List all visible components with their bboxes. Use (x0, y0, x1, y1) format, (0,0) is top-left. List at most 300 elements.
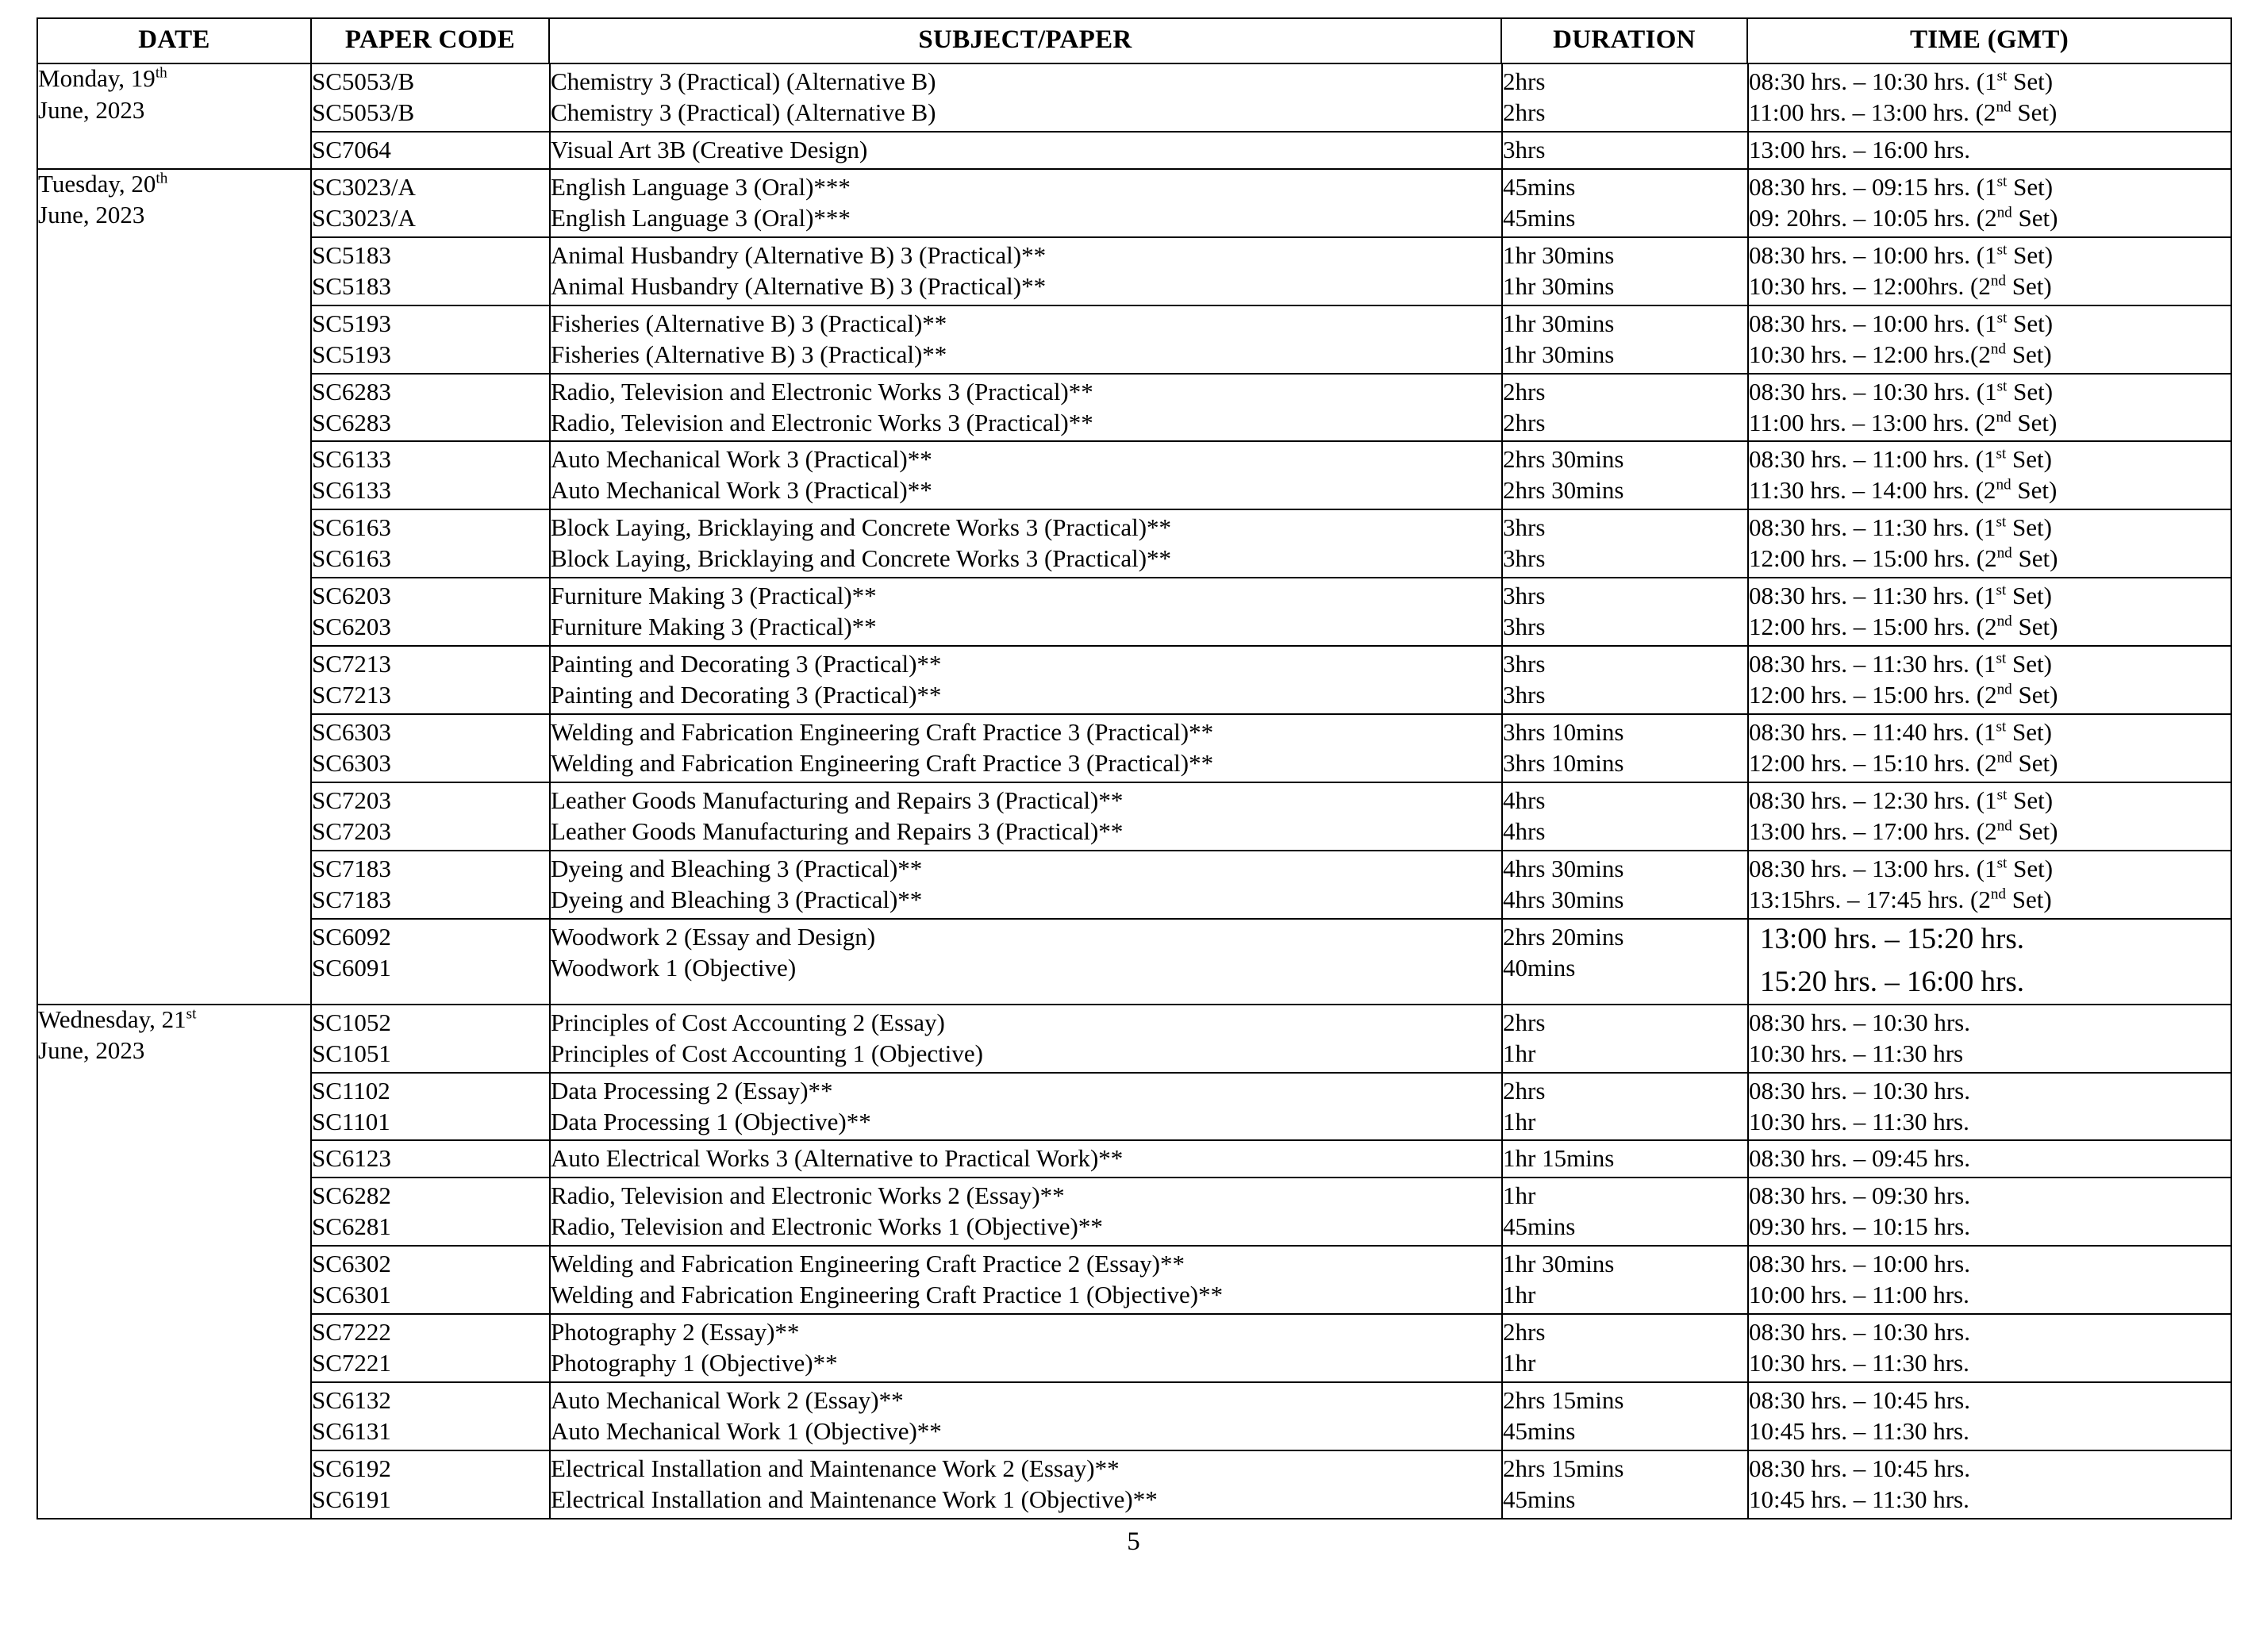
exam-time: 08:30 hrs. – 10:00 hrs. (1749, 1250, 1970, 1278)
paper-code: SC3023/A (312, 172, 416, 201)
exam-time: 10:45 hrs. – 11:30 hrs. (1749, 1485, 1969, 1513)
paper-code: SC7222 (312, 1318, 391, 1347)
duration-cell (1502, 1246, 1748, 1314)
subject-paper: English Language 3 (Oral)*** (551, 172, 851, 201)
exam-time: 12:00 hrs. – 15:00 hrs. (2nd Set) (1749, 544, 2058, 573)
table-row (312, 1140, 2232, 1178)
exam-date-line2: June, 2023 (38, 1036, 145, 1065)
exam-date-line2: June, 2023 (38, 201, 145, 229)
subject-cell (550, 132, 1502, 168)
duration: 1hr 30mins (1503, 240, 1615, 269)
time-cell (1748, 374, 2232, 442)
paper-code-cell (312, 646, 550, 714)
paper-code-cell (312, 1450, 550, 1518)
duration-cell (1502, 237, 1748, 305)
duration: 2hrs (1503, 1008, 1546, 1036)
column-header-time: TIME (GMT) (1747, 18, 2231, 63)
subject-paper: Welding and Fabrication Engineering Craft Practice 1 (Objective)** (551, 1281, 1224, 1309)
day-block-row (37, 1005, 2231, 1519)
exam-time: 10:45 hrs. – 11:30 hrs. (1749, 1417, 1969, 1446)
duration: 45mins (1503, 1485, 1576, 1513)
duration: 2hrs 20mins (1503, 922, 1624, 951)
day-groups-table (312, 170, 2232, 1004)
subject-cell (550, 1450, 1502, 1518)
duration: 2hrs 15mins (1503, 1386, 1624, 1415)
exam-time: 09:30 hrs. – 10:15 hrs. (1749, 1212, 1970, 1241)
subject-paper: English Language 3 (Oral)*** (551, 203, 851, 232)
subject-paper: Leather Goods Manufacturing and Repairs 3 (Practical)** (551, 816, 1124, 845)
duration: 4hrs 30mins (1503, 885, 1624, 913)
paper-code-cell (312, 1382, 550, 1450)
exam-date-line1: Monday, 19th (38, 64, 167, 92)
subject-paper: Chemistry 3 (Practical) (Alternative B) (551, 98, 936, 126)
time-cell (1748, 1314, 2232, 1382)
time-cell (1748, 782, 2232, 851)
duration-cell (1502, 441, 1748, 509)
duration: 4hrs 30mins (1503, 854, 1624, 882)
exam-time: 10:30 hrs. – 11:30 hrs (1749, 1039, 1964, 1067)
subject-cell (550, 851, 1502, 919)
duration: 1hr (1503, 1107, 1536, 1135)
subject-paper: Principles of Cost Accounting 2 (Essay) (551, 1008, 945, 1036)
subject-paper: Radio, Television and Electronic Works 3 (Practical)** (551, 377, 1093, 405)
paper-code: SC6282 (312, 1181, 391, 1210)
paper-code: SC1052 (312, 1008, 391, 1036)
subject-cell (550, 374, 1502, 442)
table-row (312, 1450, 2232, 1518)
duration: 1hr (1503, 1181, 1536, 1210)
subject-paper: Woodwork 2 (Essay and Design) (551, 922, 876, 951)
subject-paper: Furniture Making 3 (Practical)** (551, 582, 877, 610)
subject-cell (550, 64, 1502, 132)
paper-code: SC6133 (312, 445, 391, 474)
subject-cell (550, 1178, 1502, 1246)
duration: 2hrs (1503, 1318, 1546, 1347)
day-block-row (37, 63, 2231, 169)
exam-time: 10:30 hrs. – 11:30 hrs. (1749, 1107, 1969, 1135)
duration: 1hr (1503, 1039, 1536, 1067)
exam-time: 08:30 hrs. – 10:00 hrs. (1st Set) (1749, 309, 2054, 337)
duration: 3hrs 10mins (1503, 718, 1624, 747)
exam-date-cell (37, 169, 311, 1005)
exam-time: 10:30 hrs. – 11:30 hrs. (1749, 1349, 1969, 1377)
subject-paper: Photography 2 (Essay)** (551, 1318, 800, 1347)
duration: 1hr 30mins (1503, 271, 1615, 300)
duration: 1hr 30mins (1503, 1250, 1615, 1278)
subject-paper: Radio, Television and Electronic Works 2 (Essay)** (551, 1181, 1065, 1210)
subject-paper: Auto Mechanical Work 3 (Practical)** (551, 445, 932, 474)
paper-code: SC6191 (312, 1485, 391, 1513)
subject-paper: Fisheries (Alternative B) 3 (Practical)** (551, 340, 947, 368)
paper-code: SC6281 (312, 1212, 391, 1241)
subject-paper: Block Laying, Bricklaying and Concrete Works 3 (Practical)** (551, 513, 1172, 542)
duration: 3hrs (1503, 582, 1546, 610)
subject-cell (550, 305, 1502, 374)
subject-paper: Furniture Making 3 (Practical)** (551, 613, 877, 641)
paper-code-cell (312, 714, 550, 782)
table-row (312, 578, 2232, 646)
subject-paper: Dyeing and Bleaching 3 (Practical)** (551, 885, 923, 913)
paper-code-cell (312, 374, 550, 442)
day-block-row (37, 169, 2231, 1005)
duration: 45mins (1503, 203, 1576, 232)
exam-time: 08:30 hrs. – 11:30 hrs. (1st Set) (1749, 513, 2052, 542)
paper-code-cell (312, 237, 550, 305)
paper-code: SC7221 (312, 1349, 391, 1377)
exam-time: 15:20 hrs. – 16:00 hrs. (1760, 965, 2024, 998)
exam-time: 10:30 hrs. – 12:00hrs. (2nd Set) (1749, 271, 2052, 300)
paper-code: SC6303 (312, 718, 391, 747)
exam-time: 08:30 hrs. – 10:00 hrs. (1st Set) (1749, 240, 2054, 269)
paper-code: SC6301 (312, 1281, 391, 1309)
time-cell (1748, 237, 2232, 305)
duration-cell (1502, 1178, 1748, 1246)
subject-cell (550, 1005, 1502, 1073)
duration-cell (1502, 374, 1748, 442)
column-header-paper-code: PAPER CODE (311, 18, 549, 63)
subject-cell (550, 1314, 1502, 1382)
subject-paper: Woodwork 1 (Objective) (551, 953, 797, 982)
duration: 40mins (1503, 953, 1576, 982)
paper-code: SC6123 (312, 1144, 391, 1173)
paper-code: SC7213 (312, 650, 391, 678)
paper-code-cell (312, 1178, 550, 1246)
duration: 2hrs (1503, 1076, 1546, 1105)
paper-code: SC6303 (312, 749, 391, 778)
paper-code: SC6203 (312, 582, 391, 610)
paper-code: SC6133 (312, 476, 391, 505)
duration: 2hrs (1503, 377, 1546, 405)
subject-cell (550, 1382, 1502, 1450)
paper-code-cell (312, 782, 550, 851)
paper-code: SC3023/A (312, 203, 416, 232)
subject-paper: Animal Husbandry (Alternative B) 3 (Practical)** (551, 240, 1047, 269)
subject-paper: Auto Mechanical Work 2 (Essay)** (551, 1386, 904, 1415)
paper-code-cell (312, 305, 550, 374)
subject-paper: Painting and Decorating 3 (Practical)** (551, 681, 942, 709)
exam-time: 11:00 hrs. – 13:00 hrs. (2nd Set) (1749, 408, 2058, 436)
subject-cell (550, 441, 1502, 509)
subject-cell (550, 646, 1502, 714)
subject-paper: Electrical Installation and Maintenance Work 2 (Essay)** (551, 1454, 1120, 1483)
time-cell (1748, 1246, 2232, 1314)
exam-time: 08:30 hrs. – 09:45 hrs. (1749, 1144, 1970, 1173)
time-cell (1748, 1140, 2232, 1178)
paper-code-cell (312, 1140, 550, 1178)
duration-cell (1502, 919, 1748, 1004)
exam-time: 08:30 hrs. – 10:30 hrs. (1749, 1008, 1970, 1036)
day-groups-cell (311, 63, 2231, 169)
duration: 2hrs (1503, 67, 1546, 95)
paper-code-cell (312, 1314, 550, 1382)
duration: 3hrs (1503, 544, 1546, 573)
paper-code-cell (312, 170, 550, 237)
time-cell (1748, 1073, 2232, 1141)
time-cell (1748, 170, 2232, 237)
exam-time: 12:00 hrs. – 15:00 hrs. (2nd Set) (1749, 681, 2058, 709)
duration-cell (1502, 646, 1748, 714)
table-header-row (37, 18, 2231, 63)
exam-time: 13:00 hrs. – 15:20 hrs. (1760, 922, 2024, 955)
exam-time: 08:30 hrs. – 10:30 hrs. (1st Set) (1749, 67, 2054, 95)
time-cell (1748, 1450, 2232, 1518)
duration: 45mins (1503, 1212, 1576, 1241)
exam-time: 13:15hrs. – 17:45 hrs. (2nd Set) (1749, 885, 2052, 913)
duration: 1hr 30mins (1503, 309, 1615, 337)
exam-date-line1: Wednesday, 21st (38, 1005, 197, 1033)
duration-cell (1502, 305, 1748, 374)
duration: 3hrs (1503, 650, 1546, 678)
time-cell (1748, 646, 2232, 714)
duration: 3hrs 10mins (1503, 749, 1624, 778)
day-groups-table (312, 64, 2232, 168)
paper-code-cell (312, 1073, 550, 1141)
paper-code: SC7064 (312, 135, 391, 163)
exam-time: 12:00 hrs. – 15:00 hrs. (2nd Set) (1749, 613, 2058, 641)
exam-time: 10:00 hrs. – 11:00 hrs. (1749, 1281, 1969, 1309)
exam-time: 08:30 hrs. – 12:30 hrs. (1st Set) (1749, 786, 2054, 815)
time-cell (1748, 1382, 2232, 1450)
paper-code: SC6163 (312, 544, 391, 573)
duration: 4hrs (1503, 786, 1546, 815)
table-row (312, 170, 2232, 237)
subject-paper: Data Processing 1 (Objective)** (551, 1107, 871, 1135)
day-groups-cell (311, 1005, 2231, 1519)
exam-time: 13:00 hrs. – 17:00 hrs. (2nd Set) (1749, 816, 2058, 845)
duration-cell (1502, 509, 1748, 578)
paper-code: SC7213 (312, 681, 391, 709)
subject-paper: Welding and Fabrication Engineering Craft Practice 2 (Essay)** (551, 1250, 1185, 1278)
paper-code: SC6283 (312, 408, 391, 436)
paper-code: SC1102 (312, 1076, 390, 1105)
duration: 1hr (1503, 1281, 1536, 1309)
exam-time: 08:30 hrs. – 10:30 hrs. (1st Set) (1749, 377, 2054, 405)
day-groups-cell (311, 169, 2231, 1005)
page-number: 5 (1127, 1527, 1140, 1556)
subject-paper: Dyeing and Bleaching 3 (Practical)** (551, 854, 923, 882)
paper-code: SC6163 (312, 513, 391, 542)
table-row (312, 1073, 2232, 1141)
exam-date-line2: June, 2023 (38, 95, 145, 124)
paper-code: SC6192 (312, 1454, 391, 1483)
exam-time: 11:00 hrs. – 13:00 hrs. (2nd Set) (1749, 98, 2058, 126)
table-row (312, 509, 2232, 578)
subject-paper: Painting and Decorating 3 (Practical)** (551, 650, 942, 678)
subject-paper: Data Processing 2 (Essay)** (551, 1076, 833, 1105)
duration: 3hrs (1503, 613, 1546, 641)
subject-paper: Welding and Fabrication Engineering Craft Practice 3 (Practical)** (551, 718, 1214, 747)
time-cell (1748, 714, 2232, 782)
exam-time: 08:30 hrs. – 10:45 hrs. (1749, 1386, 1970, 1415)
table-row (312, 714, 2232, 782)
table-row (312, 374, 2232, 442)
time-cell (1748, 441, 2232, 509)
time-cell (1748, 509, 2232, 578)
subject-paper: Block Laying, Bricklaying and Concrete Works 3 (Practical)** (551, 544, 1172, 573)
duration-cell (1502, 170, 1748, 237)
exam-time: 08:30 hrs. – 11:30 hrs. (1st Set) (1749, 582, 2052, 610)
duration: 1hr 30mins (1503, 340, 1615, 368)
exam-date-line1: Tuesday, 20th (38, 169, 168, 198)
paper-code: SC6092 (312, 922, 391, 951)
duration-cell (1502, 132, 1748, 168)
subject-paper: Auto Mechanical Work 3 (Practical)** (551, 476, 932, 505)
exam-time: 08:30 hrs. – 10:30 hrs. (1749, 1076, 1970, 1105)
subject-paper: Auto Mechanical Work 1 (Objective)** (551, 1417, 942, 1446)
subject-cell (550, 509, 1502, 578)
exam-time: 11:30 hrs. – 14:00 hrs. (2nd Set) (1749, 476, 2058, 505)
paper-code: SC6302 (312, 1250, 391, 1278)
subject-cell (550, 714, 1502, 782)
duration-cell (1502, 1314, 1748, 1382)
paper-code-cell (312, 509, 550, 578)
table-row (312, 64, 2232, 132)
subject-paper: Chemistry 3 (Practical) (Alternative B) (551, 67, 936, 95)
exam-time: 08:30 hrs. – 09:30 hrs. (1749, 1181, 1970, 1210)
duration-cell (1502, 64, 1748, 132)
subject-cell (550, 1246, 1502, 1314)
paper-code-cell (312, 851, 550, 919)
subject-paper: Principles of Cost Accounting 1 (Objective) (551, 1039, 983, 1067)
exam-time: 09: 20hrs. – 10:05 hrs. (2nd Set) (1749, 203, 2058, 232)
subject-cell (550, 237, 1502, 305)
duration-cell (1502, 1140, 1748, 1178)
paper-code-cell (312, 1246, 550, 1314)
paper-code: SC6283 (312, 377, 391, 405)
subject-cell (550, 1140, 1502, 1178)
table-row (312, 851, 2232, 919)
paper-code: SC7183 (312, 885, 391, 913)
exam-time: 08:30 hrs. – 13:00 hrs. (1st Set) (1749, 854, 2054, 882)
duration-cell (1502, 851, 1748, 919)
table-row (312, 646, 2232, 714)
duration-cell (1502, 782, 1748, 851)
exam-time: 08:30 hrs. – 11:40 hrs. (1st Set) (1749, 718, 2052, 747)
table-row (312, 1314, 2232, 1382)
duration: 3hrs (1503, 135, 1546, 163)
paper-code: SC7183 (312, 854, 391, 882)
subject-paper: Visual Art 3B (Creative Design) (551, 135, 868, 163)
paper-code: SC6131 (312, 1417, 391, 1446)
table-row (312, 919, 2232, 1004)
paper-code: SC6132 (312, 1386, 391, 1415)
exam-time: 12:00 hrs. – 15:10 hrs. (2nd Set) (1749, 749, 2058, 778)
exam-time: 08:30 hrs. – 11:00 hrs. (1st Set) (1749, 445, 2052, 474)
paper-code: SC5193 (312, 340, 391, 368)
duration-cell (1502, 578, 1748, 646)
duration: 2hrs (1503, 408, 1546, 436)
exam-time: 08:30 hrs. – 09:15 hrs. (1st Set) (1749, 172, 2054, 201)
table-row (312, 1382, 2232, 1450)
subject-paper: Auto Electrical Works 3 (Alternative to Practical Work)** (551, 1144, 1124, 1173)
table-row (312, 237, 2232, 305)
table-row (312, 305, 2232, 374)
duration-cell (1502, 1382, 1748, 1450)
paper-code: SC6091 (312, 953, 391, 982)
subject-cell (550, 1073, 1502, 1141)
paper-code-cell (312, 64, 550, 132)
paper-code: SC1101 (312, 1107, 390, 1135)
paper-code: SC5183 (312, 271, 391, 300)
duration: 1hr (1503, 1349, 1536, 1377)
duration: 2hrs (1503, 98, 1546, 126)
time-cell (1748, 919, 2232, 1004)
duration-cell (1502, 1005, 1748, 1073)
table-row (312, 1005, 2232, 1073)
paper-code-cell (312, 132, 550, 168)
paper-code-cell (312, 578, 550, 646)
paper-code: SC7203 (312, 816, 391, 845)
subject-paper: Leather Goods Manufacturing and Repairs 3 (Practical)** (551, 786, 1124, 815)
subject-paper: Animal Husbandry (Alternative B) 3 (Practical)** (551, 271, 1047, 300)
exam-date-cell (37, 63, 311, 169)
paper-code: SC5183 (312, 240, 391, 269)
subject-cell (550, 170, 1502, 237)
table-row (312, 1246, 2232, 1314)
duration: 3hrs (1503, 681, 1546, 709)
time-cell (1748, 64, 2232, 132)
exam-timetable (37, 17, 2232, 1519)
duration: 2hrs 30mins (1503, 445, 1624, 474)
paper-code: SC1051 (312, 1039, 391, 1067)
paper-code: SC6203 (312, 613, 391, 641)
time-cell (1748, 305, 2232, 374)
time-cell (1748, 1178, 2232, 1246)
column-header-date: DATE (37, 18, 311, 63)
column-header-duration: DURATION (1501, 18, 1747, 63)
duration: 45mins (1503, 1417, 1576, 1446)
duration: 2hrs 30mins (1503, 476, 1624, 505)
subject-cell (550, 578, 1502, 646)
paper-code: SC7203 (312, 786, 391, 815)
subject-paper: Radio, Television and Electronic Works 1 (Objective)** (551, 1212, 1103, 1241)
time-cell (1748, 1005, 2232, 1073)
time-cell (1748, 132, 2232, 168)
subject-cell (550, 782, 1502, 851)
duration: 2hrs 15mins (1503, 1454, 1624, 1483)
table-row (312, 132, 2232, 168)
exam-time: 08:30 hrs. – 10:30 hrs. (1749, 1318, 1970, 1347)
subject-paper: Electrical Installation and Maintenance Work 1 (Objective)** (551, 1485, 1158, 1513)
duration: 3hrs (1503, 513, 1546, 542)
subject-paper: Welding and Fabrication Engineering Craft Practice 3 (Practical)** (551, 749, 1214, 778)
day-groups-table (312, 1005, 2232, 1518)
duration: 4hrs (1503, 816, 1546, 845)
time-cell (1748, 578, 2232, 646)
paper-code: SC5053/B (312, 67, 415, 95)
duration-cell (1502, 1450, 1748, 1518)
paper-code: SC5053/B (312, 98, 415, 126)
paper-code: SC5193 (312, 309, 391, 337)
column-header-subject: SUBJECT/PAPER (549, 18, 1501, 63)
exam-time: 08:30 hrs. – 10:45 hrs. (1749, 1454, 1970, 1483)
exam-date-cell (37, 1005, 311, 1519)
paper-code-cell (312, 441, 550, 509)
paper-code-cell (312, 919, 550, 1004)
table-row (312, 1178, 2232, 1246)
paper-code-cell (312, 1005, 550, 1073)
exam-time: 10:30 hrs. – 12:00 hrs.(2nd Set) (1749, 340, 2052, 368)
duration: 1hr 15mins (1503, 1144, 1615, 1173)
table-body (37, 63, 2231, 1519)
duration-cell (1502, 714, 1748, 782)
exam-time: 08:30 hrs. – 11:30 hrs. (1st Set) (1749, 650, 2052, 678)
exam-time: 13:00 hrs. – 16:00 hrs. (1749, 135, 1970, 163)
duration: 45mins (1503, 172, 1576, 201)
time-cell (1748, 851, 2232, 919)
subject-paper: Radio, Television and Electronic Works 3 (Practical)** (551, 408, 1093, 436)
subject-paper: Photography 1 (Objective)** (551, 1349, 838, 1377)
